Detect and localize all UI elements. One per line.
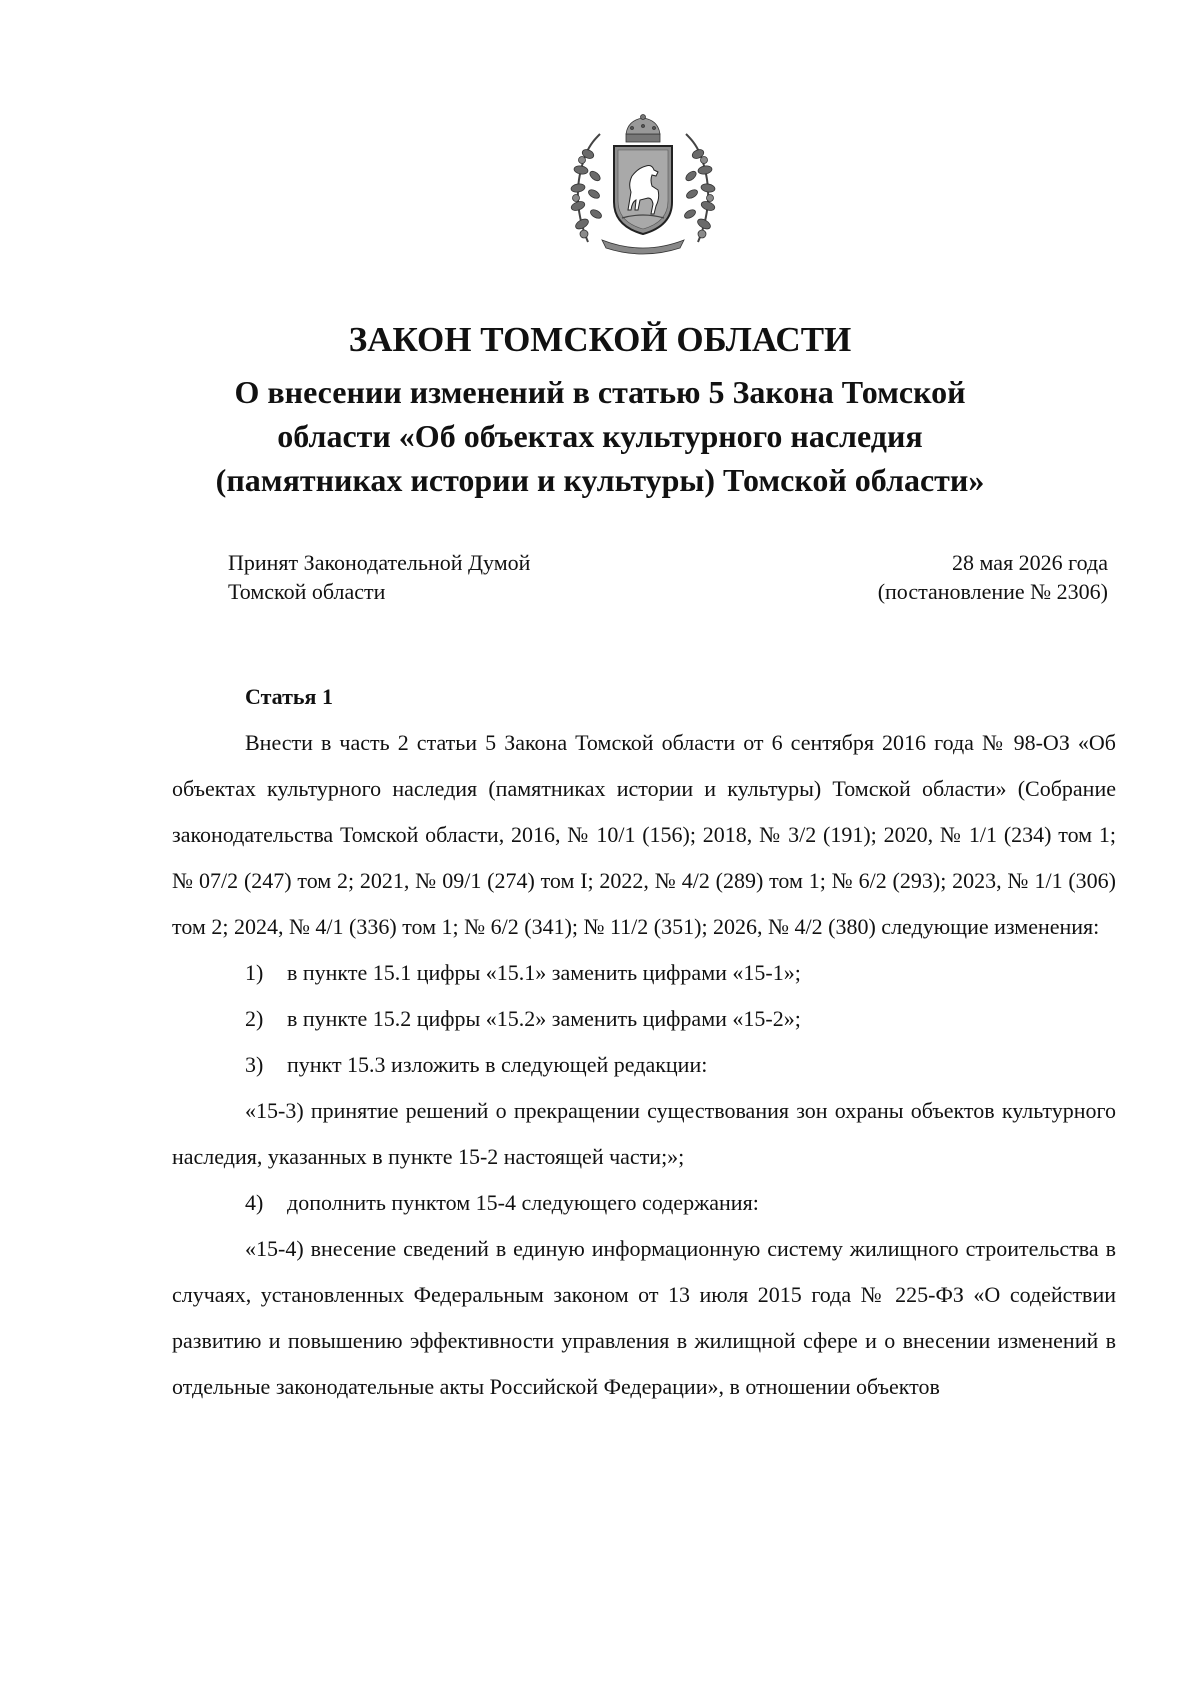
list-item-number: 3) (245, 1052, 264, 1077)
list-item (172, 996, 1116, 1042)
subtitle-line: области «Об объектах культурного наследия (277, 418, 923, 454)
tomsk-region-coat-of-arms-icon (568, 114, 718, 256)
law-title: ЗАКОН ТОМСКОЙ ОБЛАСТИ (348, 320, 852, 359)
list-item (172, 1042, 1116, 1088)
article-body (172, 674, 1116, 1410)
list-item-number: 2) (245, 1006, 264, 1031)
subtitle-line: (памятниках истории и культуры) Томской области» (215, 462, 985, 498)
list-item-number: 4) (245, 1190, 264, 1215)
list-item (172, 950, 1116, 996)
subtitle-line: О внесении изменений в статью 5 Закона Томской (234, 374, 966, 410)
quoted-clause-15-3: «15-3) принятие решений о прекращении существования зон охраны объектов культурного наследия, указанных в пункте 15-2 настоящей части;»; (172, 1098, 1116, 1169)
article-intro: Внести в часть 2 статьи 5 Закона Томской области от 6 сентября 2016 года № 98-ОЗ «Об объектах культурного наследия (памятниках истории и культуры) Томской области» (Собрание законодательства Томской области, 2016, № 10/1 (156); 2018, № 3/2 (191); 2020, № 1/1 (234) том 1; № 07/2 (247) том 2; 2021, № 09/1 (274) том I; 2022, № 4/2 (289) том 1; № 6/2 (293); 2023, № 1/1 (306) том 2; 2024, № 4/1 (336) том 1; № 6/2 (341); № 11/2 (351); 2026, № 4/2 (380) следующие изменения: (172, 730, 1116, 939)
list-item-text: в пункте 15.2 цифры «15.2» заменить цифрами «15-2»; (287, 1006, 801, 1031)
adopted-by-line: Томской области (228, 579, 386, 604)
adopted-by (228, 548, 530, 606)
list-item-number: 1) (245, 960, 264, 985)
adoption-date-line: 28 мая 2026 года (952, 550, 1108, 575)
list-item-text: в пункте 15.1 цифры «15.1» заменить цифрами «15-1»; (287, 960, 801, 985)
title-block (150, 316, 1050, 502)
adopted-by-line: Принят Законодательной Думой (228, 550, 531, 575)
list-item (172, 1180, 1116, 1226)
law-subtitle (150, 370, 1050, 502)
quoted-clause-15-4: «15-4) внесение сведений в единую информационную систему жилищного строительства в случаях, установленных Федеральным законом от 13 июля 2015 года № 225-ФЗ «О содействии развитию и повышению эффективности управления в жилищной сфере и о внесении изменений в отдельные законодательные акты Российской Федерации», в отношении объектов (172, 1236, 1116, 1399)
list-item-text: пункт 15.3 изложить в следующей редакции: (287, 1052, 708, 1077)
article-heading: Статья 1 (245, 684, 333, 709)
list-item-text: дополнить пунктом 15-4 следующего содержания: (287, 1190, 759, 1215)
resolution-number: (постановление № 2306) (877, 579, 1108, 604)
adoption-date (878, 548, 1108, 606)
